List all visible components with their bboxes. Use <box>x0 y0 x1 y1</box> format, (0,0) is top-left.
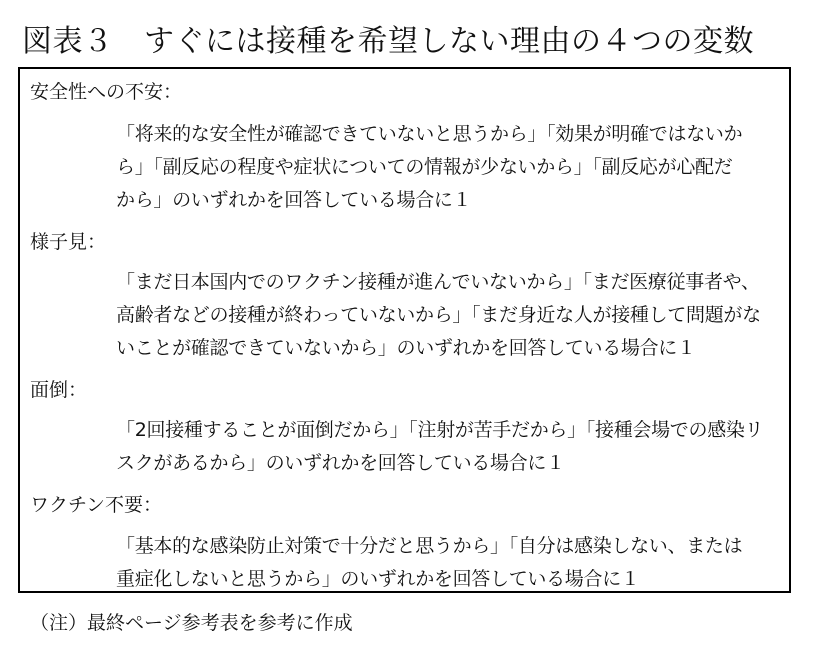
variable-description-vaccine-unnecessary <box>116 530 788 596</box>
description-line: ら」「副反応の程度や症状についての情報が少ないから」「副反応が心配だ <box>116 156 733 178</box>
variable-description-safety <box>116 118 788 217</box>
description-line: 重症化しないと思うから」のいずれかを回答している場合に１ <box>116 568 640 590</box>
description-line: 「将来的な安全性が確認できていないと思うから」「効果が明確ではないか <box>116 123 743 145</box>
variable-description-troublesome <box>116 414 788 480</box>
description-line: スクがあるから」のいずれかを回答している場合に１ <box>116 452 565 474</box>
variable-definitions-box <box>18 67 791 593</box>
variable-heading-wait-and-see: 様子見： <box>30 231 107 253</box>
description-line: 「基本的な感染防止対策で十分だと思うから」「自分は感染しない、または <box>116 535 743 557</box>
description-line: 「まだ日本国内でのワクチン接種が進んでいないから」「まだ医療従事者や、 <box>116 271 760 293</box>
description-line: いことが確認できていないから」のいずれかを回答している場合に１ <box>116 337 696 359</box>
description-line: 高齢者などの接種が終わっていないから」「まだ身近な人が接種して問題がな <box>116 304 761 326</box>
description-line: から」のいずれかを回答している場合に１ <box>116 189 472 211</box>
variable-description-wait-and-see <box>116 266 788 365</box>
variable-heading-vaccine-unnecessary: ワクチン不要： <box>30 494 163 516</box>
figure-title: 図表３ すぐには接種を希望しない理由の４つの変数 <box>22 24 754 59</box>
variable-heading-troublesome: 面倒： <box>30 379 88 401</box>
variable-heading-safety: 安全性への不安： <box>30 81 183 103</box>
description-line: 「2回接種することが面倒だから」「注射が苦手だから」「接種会場での感染リ <box>116 419 764 441</box>
source-note: （注）最終ページ参考表を参考に作成 <box>30 612 353 634</box>
